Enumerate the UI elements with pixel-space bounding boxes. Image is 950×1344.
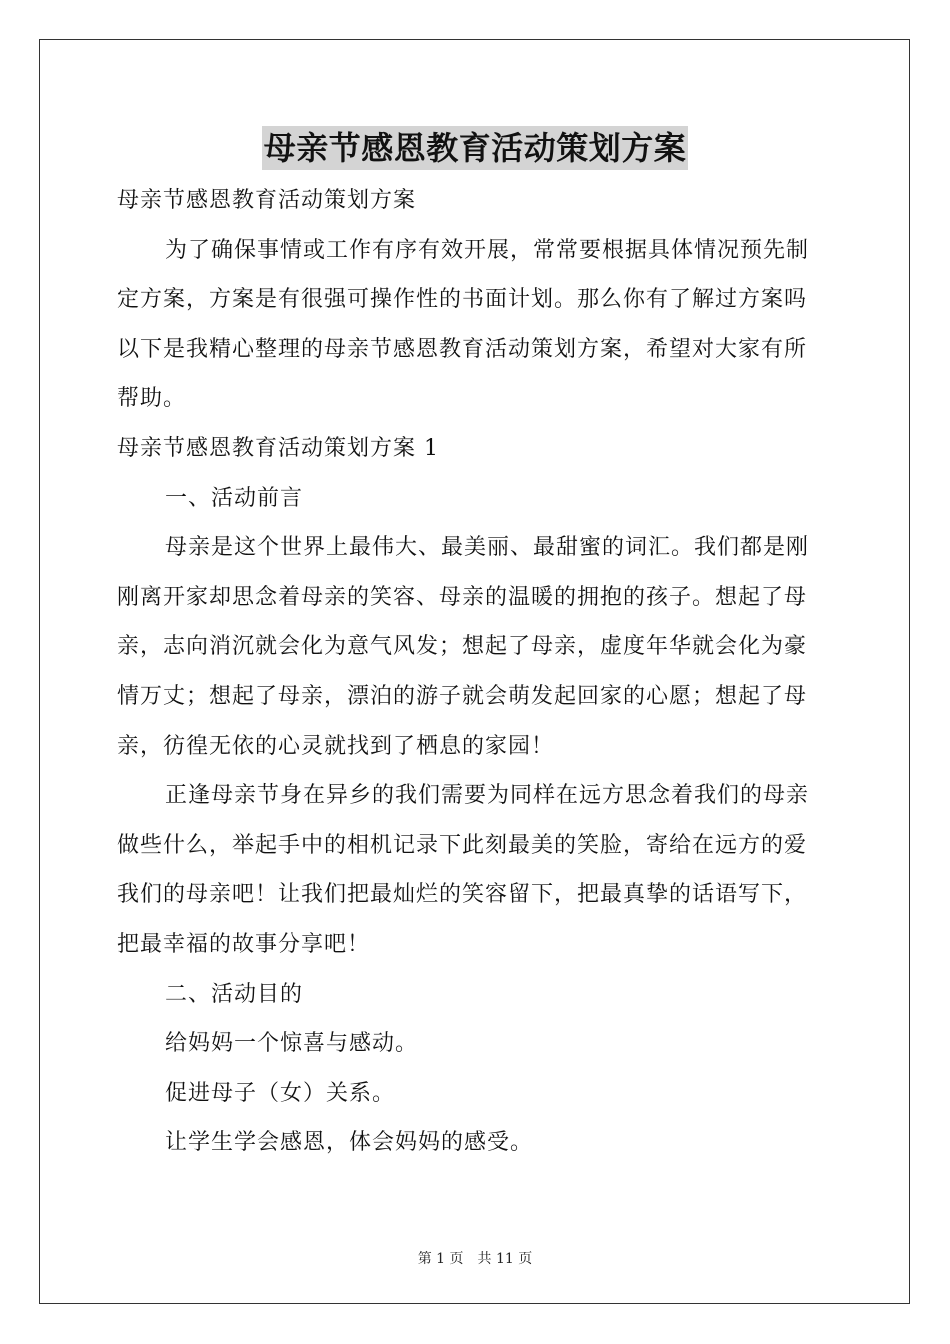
body-line: 情万丈；想起了母亲，漂泊的游子就会萌发起回家的心愿；想起了母 xyxy=(117,683,808,709)
body-line: 做些什么，举起手中的相机记录下此刻最美的笑脸，寄给在远方的爱 xyxy=(117,832,808,858)
page-number: 第 1 页 共 11 页 xyxy=(417,1251,533,1267)
body-line: 刚离开家却思念着母亲的笑容、母亲的温暖的拥抱的孩子。想起了母 xyxy=(117,584,808,610)
body-line: 把最幸福的故事分享吧！ xyxy=(117,931,371,957)
section-heading: 母亲节感恩教育活动策划方案 1 xyxy=(117,435,439,461)
body-line: 正逢母亲节身在异乡的我们需要为同样在远方思念着我们的母亲 xyxy=(165,783,810,809)
body-line: 母亲节感恩教育活动策划方案 xyxy=(117,188,417,213)
body-line: 定方案，方案是有很强可操作性的书面计划。那么你有了解过方案吗 xyxy=(117,287,808,313)
body-line: 为了确保事情或工作有序有效开展，常常要根据具体情况预先制 xyxy=(165,237,810,263)
title-container xyxy=(0,126,950,170)
body-line: 帮助。 xyxy=(117,386,187,412)
body-line: 母亲是这个世界上最伟大、最美丽、最甜蜜的词汇。我们都是刚 xyxy=(165,535,810,561)
subsection-heading: 一、活动前言 xyxy=(165,485,304,511)
list-item: 促进母子（女）关系。 xyxy=(165,1080,396,1106)
body-line: 以下是我精心整理的母亲节感恩教育活动策划方案，希望对大家有所 xyxy=(117,336,808,362)
list-item: 让学生学会感恩，体会妈妈的感受。 xyxy=(165,1130,534,1156)
list-item: 给妈妈一个惊喜与感动。 xyxy=(165,1031,419,1057)
body-line: 亲，彷徨无依的心灵就找到了栖息的家园！ xyxy=(117,733,555,759)
body-line: 亲，志向消沉就会化为意气风发；想起了母亲，虚度年华就会化为豪 xyxy=(117,634,808,660)
document-body xyxy=(117,176,833,1168)
page-footer xyxy=(0,1248,950,1268)
document-title: 母亲节感恩教育活动策划方案 xyxy=(262,126,689,170)
subsection-heading: 二、活动目的 xyxy=(165,981,304,1007)
body-line: 我们的母亲吧！让我们把最灿烂的笑容留下，把最真挚的话语写下， xyxy=(117,882,808,908)
